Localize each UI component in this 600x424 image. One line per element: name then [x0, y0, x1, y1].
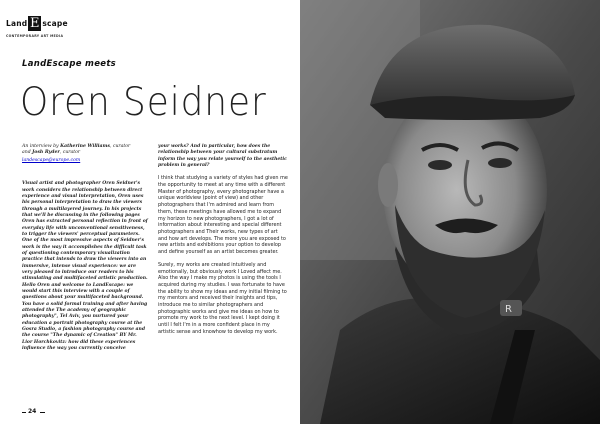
email-link[interactable]: landescape@europe.com: [22, 157, 81, 163]
interview-answer: [158, 175, 288, 335]
masthead-tagline: CONTEMPORARY ART MEDIA: [6, 34, 64, 38]
page-number-rule: [22, 412, 26, 413]
logo-letter-box: E: [30, 16, 40, 31]
byline: An interview by Katherine Williams, curator and Josh Ryder, curator: [22, 144, 131, 156]
interview-question-continued: your works? And in particular, how does the relationship between your cultural substratum inform the way you relate yourself to the aesthetic problem in general?: [158, 144, 287, 169]
text-column-right: [158, 144, 288, 342]
masthead: [6, 12, 116, 42]
article-kicker: LandEscape meets: [22, 59, 117, 69]
answer-paragraph: Surely, my works are created intuitively and emotionally, but obviously work I Loved affect me. Also the way I make my photos is using the tools I acquired during my studies. I was fortunate to have the ability to show my ideas and my initial filming to my mentors and received their insights and tips, introduce me to similar photographers and photographic works and give me ideas on how to promote my work to the next level. I kept doing it until I felt I'm in a more confident place in my artistic sense and knowhow to develop my work.: [158, 261, 287, 335]
text-column-left: [22, 144, 148, 353]
author-name: Josh Ryder: [32, 150, 60, 156]
svg-text:R: R: [505, 304, 512, 315]
portrait-photo: [300, 0, 600, 424]
portrait-illustration: [300, 0, 600, 424]
interview-question: Hello Oren and welcome to LandEscape: we would start this interview with a couple of questions about your multifaceted background. You have a solid formal training and after having attended the The academy of geographic photography", Tel Aviv, you nurtured your education a portrait photography course at the Gosra Studio, a fashion photography course and the course "The dynamic of Creation" BY Mr. Lior Horchkovitz: how did these experiences influence the way you currently conceive: [22, 282, 148, 352]
author-name: Katherine Williams: [60, 144, 110, 149]
page-number: 24: [22, 408, 56, 417]
page-number-rule: [40, 412, 45, 413]
article-title: Oren Seidner: [20, 80, 267, 125]
intro-paragraph: Visual artist and photographer Oren Seidner's work considers the relationship between direct experience and visual interpretation, Oren uses his personal interpretation to draw the viewers through a multilayered journey. In his projects that we'll be discussing in the following pages Oren has extracted personal reflection in front of everyday life with unconventional sensitiveness, to trigger the viewers' perceptual parameters. One of the most impressive aspects of Seidner's work is the way it accomplishes the difficult task of questioning contemporary visualization practice that intends to draw the viewers into an immersive, intense visual experience: we are very pleased to introduce our readers to his stimulating and multifaceted artistic production.: [22, 181, 148, 282]
masthead-logo: Land E scape: [6, 16, 68, 31]
answer-paragraph: I think that studying a variety of styles had given me the opportunity to meet at any time with a different Master of photography, every photographer have a unique worldview (point of view) and other photographers that I'm admired and learn from them, these meetings have allowed me to expand my horizon to new photographers, I got a lot of information about interesting and special different photographers and Their works, new types of art and how art develops. The more you are exposed to new artists and exhibitions your option to develop and define yourself as an artist becomes greater.: [158, 175, 288, 256]
